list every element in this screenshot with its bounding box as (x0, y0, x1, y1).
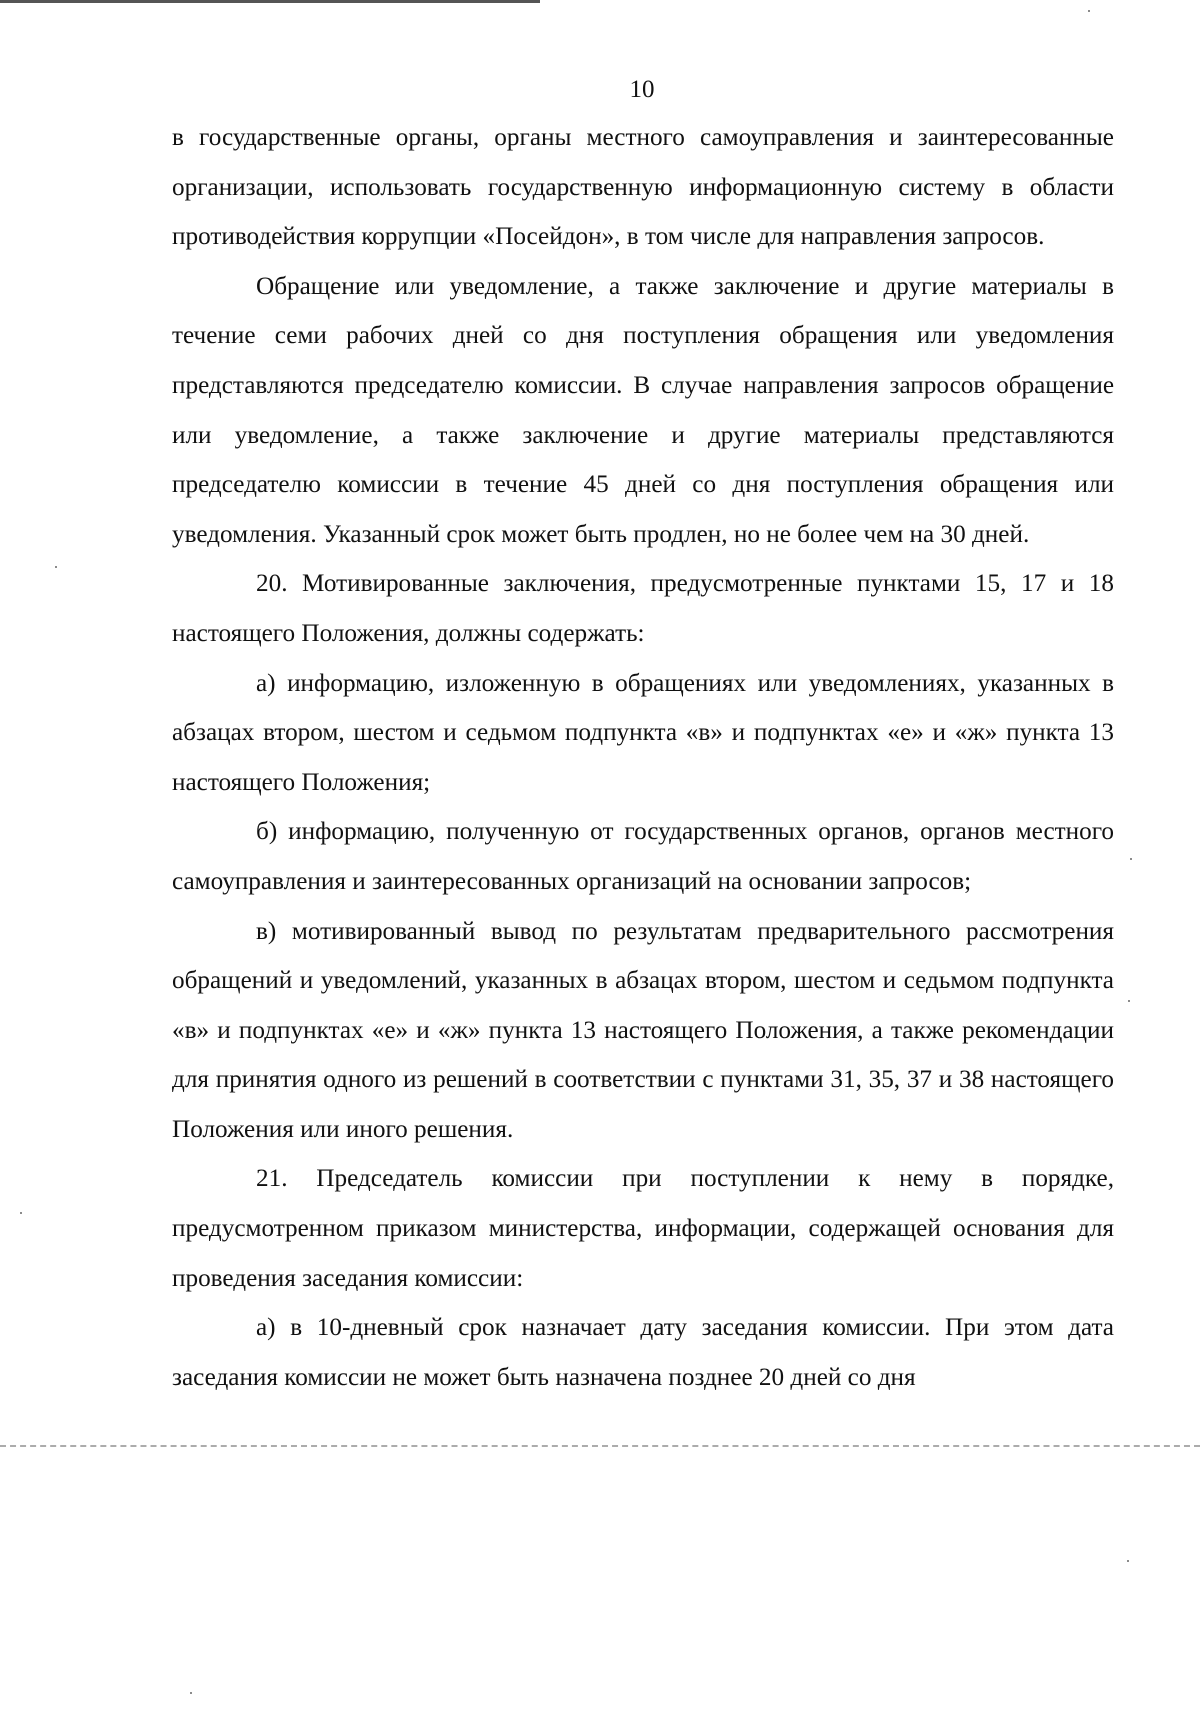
scan-speck (190, 1692, 192, 1694)
paragraph-item-20: 20. Мотивированные заключения, предусмотренные пунктами 15, 17 и 18 настоящего Положения, должны содержать: (172, 570, 1114, 647)
page-number: 10 (629, 76, 655, 103)
scan-speck (1130, 858, 1132, 860)
scan-speck (55, 566, 57, 568)
paragraph-item-20-c: в) мотивированный вывод по результатам предварительного рассмотрения обращений и уведомлений, указанных в абзацах втором, шестом и седьмом подпункта «в» и подпунктах «е» и «ж» пункта 13 настоящего Положения, а также рекомендации для принятия одного из решений в соответствии с пунктами 31, 35, 37 и 38 настоящего Положения или иного решения. (172, 917, 1114, 1143)
paragraph-item-20-b: б) информацию, полученную от государственных органов, органов местного самоуправления и заинтересованных организаций на основании запросов; (172, 818, 1114, 895)
scan-top-rule (0, 0, 540, 3)
paragraph-item-21-a: а) в 10-дневный срок назначает дату заседания комиссии. При этом дата заседания комиссии не может быть назначена позднее 20 дней со дня (172, 1314, 1114, 1391)
scan-speck (1088, 10, 1090, 12)
scan-speck (20, 1212, 22, 1214)
scan-artifact-line (0, 1445, 1200, 1447)
paragraph-continuation: в государственные органы, органы местного самоуправления и заинтересованные организации, использовать государственную информационную систему в области противодействия коррупции «Посейдон», в том числе для направления запросов. (172, 124, 1114, 251)
document-body (172, 113, 1114, 1402)
paragraph-submission-terms: Обращение или уведомление, а также заключение и другие материалы в течение семи рабочих дней со дня поступления обращения или уведомления представляются председателю комиссии. В случае направления запросов обращение или уведомление, а также заключение и другие материалы представляются председателю комиссии в течение 45 дней со дня поступления обращения или уведомления. Указанный срок может быть продлен, но не более чем на 30 дней. (172, 272, 1114, 548)
paragraph-item-21: 21. Председатель комиссии при поступлении к нему в порядке, предусмотренном приказом министерства, информации, содержащей основания для проведения заседания комиссии: (172, 1165, 1114, 1292)
scan-speck (1127, 1560, 1129, 1562)
paragraph-item-20-a: а) информацию, изложенную в обращениях или уведомлениях, указанных в абзацах втором, шестом и седьмом подпункта «в» и подпунктах «е» и «ж» пункта 13 настоящего Положения; (172, 669, 1114, 796)
scan-speck (1128, 1000, 1130, 1002)
